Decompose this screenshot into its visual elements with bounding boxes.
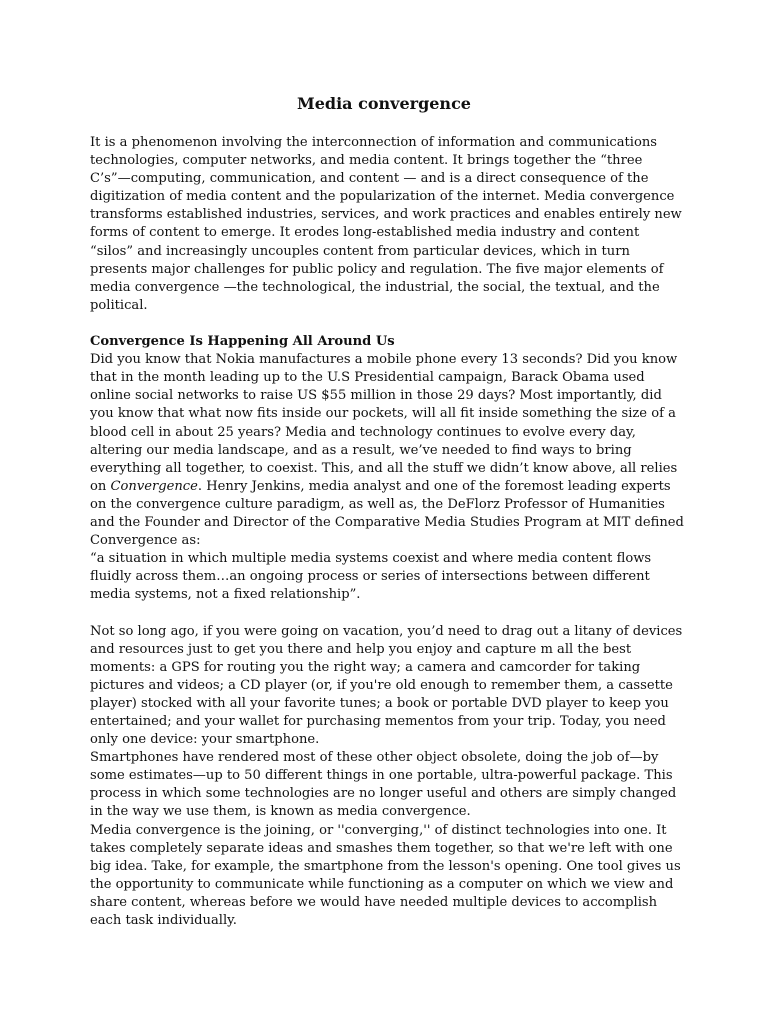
convergence-text-start: Did you know that Nokia manufactures a mobile phone every 13 seconds? Did you know that in the month leading up to the U.S Presidential campaign, Barack Obama used online social networks to raise US $55 million in those 29 days? Most importantly, did you know that what now fits inside our pockets, will all fit inside something the size of a blood cell in about 25 years? Media and technology continues to evolve every day, altering our media landscape, and as a result, we’ve needed to find ways to bring everything all together, to coexist. This, and all the stuff we didn’t know above, all relies on xyxy=(90,352,678,494)
smartphones-paragraph: Smartphones have rendered most of these other object obsolete, doing the job of—by some estimates—up to 50 different things in one portable, ultra-powerful package. This process in which some technologies are no longer useful and others are simply changed in the way we use them, is known as media convergence. xyxy=(90,750,677,820)
intro-paragraph: It is a phenomenon involving the interconnection of information and communications technologies, computer networks, and media content. It brings together the “three C’s”—computing, communication, and content — and is a direct consequence of the digitization of media content and the popularization of the internet. Media convergence transforms established industries, services, and work practices and enables entirely new forms of content to emerge. It erodes long-established media industry and content “silos” and increasingly uncouples content from particular devices, which in turn presents major challenges for public policy and regulation. The five major elements of media convergence —the technological, the industrial, the social, the textual, and the political. xyxy=(90,135,682,313)
paragraph-spacer xyxy=(90,315,686,333)
vacation-paragraph: Not so long ago, if you were going on vacation, you’d need to drag out a litany of devices and resources just to get you there and help you enjoy and capture m all the best moments: a GPS for routing you the right way; a camera and camcorder for taking pictures and videos; a CD player (or, if you're old enough to remember them, a cassette player) stocked with all your favorite tunes; a book or portable DVD player to keep you entertained; and your wallet for purchasing mementos from your trip. Today, you need only one device: your smartphone. xyxy=(90,623,683,748)
paragraph-spacer xyxy=(90,604,686,622)
page-title: Media convergence xyxy=(297,94,471,113)
convergence-italic-term: Convergence xyxy=(110,478,198,494)
jenkins-quote: “a situation in which multiple media systems coexist and where media content flows fluidly across them…an ongoing process or series of intersections between different media systems, not a fixed relationship”. xyxy=(90,551,652,603)
section-heading: Convergence Is Happening All Around Us xyxy=(90,334,395,350)
joining-paragraph: Media convergence is the joining, or ''converging,'' of distinct technologies into one. It takes completely separate ideas and smashes them together, so that we're left with one big idea. Take, for example, the smartphone from the lesson's opening. One tool gives us the opportunity to communicate while functioning as a computer on which we view and share content, whereas before we would have needed multiple devices to accomplish each task individually. xyxy=(90,822,681,929)
convergence-paragraph xyxy=(90,351,686,550)
document-body xyxy=(90,134,686,930)
convergence-text-end: . Henry Jenkins, media analyst and one of the foremost leading experts on the convergence culture paradigm, as well as, the DeFlorz Professor of Humanities and the Founder and Director of the Comparative Media Studies Program at MIT defined Convergence as: xyxy=(90,478,684,549)
